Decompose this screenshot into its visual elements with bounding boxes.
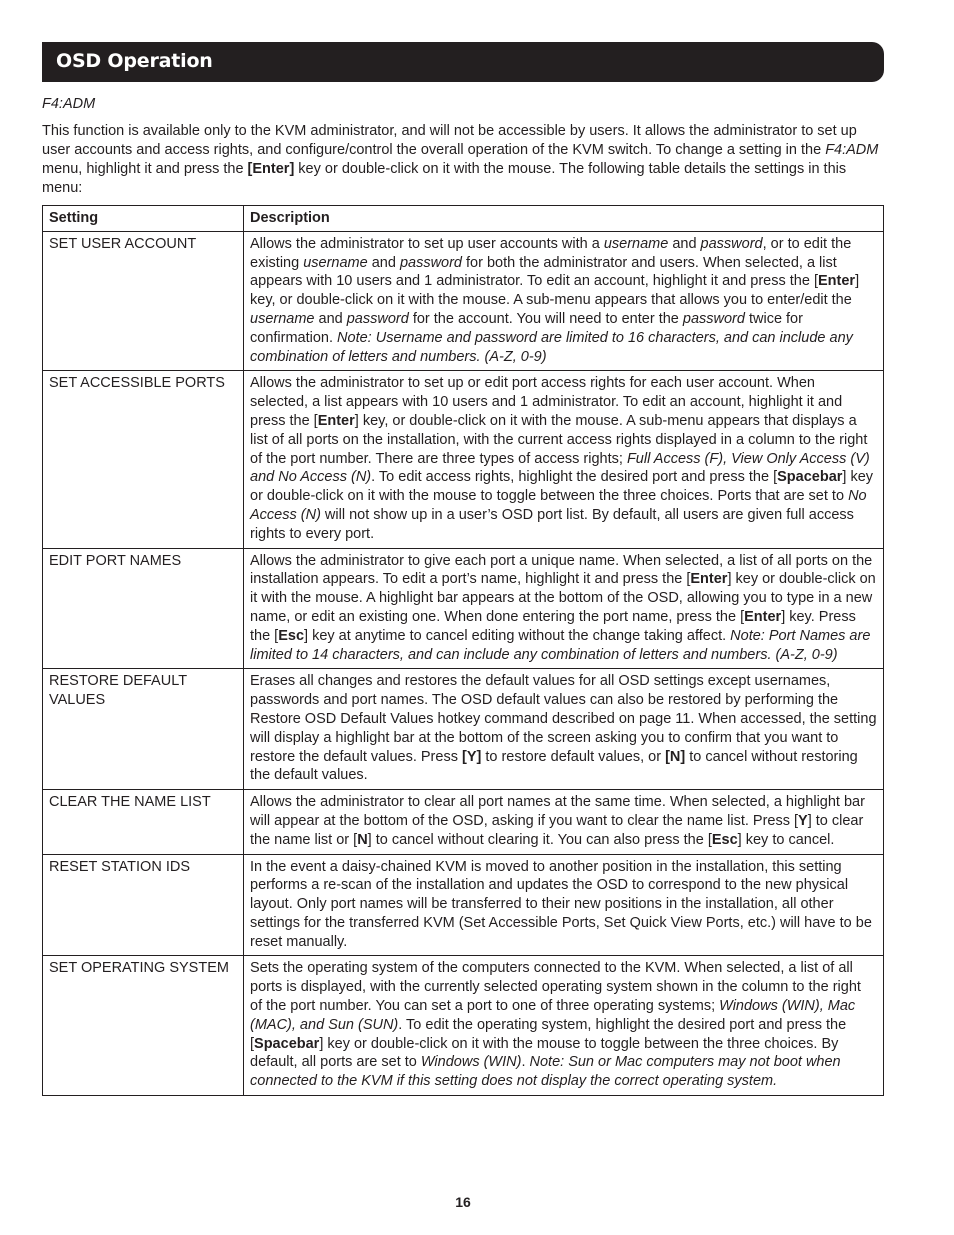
setting-description: In the event a daisy-chained KVM is moved to another position in the installation, this setting performs a re-scan of the installation and updates the OSD to correspond to the new physical layout. Only port names will be transferred to their new positions in the installation, all other settings for the transferred KVM (Set Accessible Ports, Set Quick View Ports, etc.) will have to be reset manually. [244, 854, 884, 956]
page-title: OSD Operation [56, 50, 213, 72]
section-label: F4:ADM [42, 96, 96, 112]
page-number: 16 [455, 1194, 471, 1210]
column-header-description: Description [244, 206, 884, 232]
setting-name: RESTORE DEFAULT VALUES [43, 669, 244, 790]
setting-name: SET ACCESSIBLE PORTS [43, 371, 244, 548]
table-row [43, 231, 884, 371]
intro-text: menu, highlight it and press the [42, 161, 248, 177]
settings-table [42, 205, 884, 1096]
table-row [43, 548, 884, 669]
intro-key-enter: [Enter] [247, 161, 295, 177]
setting-description: Allows the administrator to give each port a unique name. When selected, a list of all ports on the installation appears. To edit a port’s name, highlight it and press the [Enter] key or double-click on it with the mouse. A highlight bar appears at the bottom of the OSD, allowing you to type in a new name, or edit an existing one. When done entering the port name, press the [Enter] key. Press the [Esc] key at anytime to cancel editing without the change taking affect. Note: Port Names are limited to 14 characters, and can include any combination of letters and numbers. (A-Z, 0-9) [244, 548, 884, 669]
setting-name: SET OPERATING SYSTEM [43, 956, 244, 1096]
table-row [43, 790, 884, 854]
setting-description: Sets the operating system of the computers connected to the KVM. When selected, a list of all ports is displayed, with the currently selected operating system shown in the column to the right of the port number. You can set a port to one of three operating systems; Windows (WIN), Mac (MAC), and Sun (SUN). To edit the operating system, highlight the desired port and press the [Spacebar] key or double-click on it with the mouse to toggle between the three choices. By default, all ports are set to Windows (WIN). Note: Sun or Mac computers may not boot when connected to the KVM if this setting does not display the correct operating system. [244, 956, 884, 1096]
setting-description: Erases all changes and restores the default values for all OSD settings except usernames, passwords and port names. The OSD default values can also be restored by performing the Restore OSD Default Values hotkey command described on page 11. When accessed, the setting will display a highlight bar at the bottom of the screen asking you to confirm that you want to restore the default values. Press [Y] to restore default values, or [N] to cancel without restoring the default values. [244, 669, 884, 790]
column-header-setting: Setting [43, 206, 244, 232]
setting-description: Allows the administrator to set up user accounts with a username and password, or to edit the existing username and password for both the administrator and users. When selected, a list appears with 10 users and 1 administrator. To edit an account, highlight it and press the [Enter] key, or double-click on it with the mouse. A sub-menu appears that allows you to enter/edit the username and password for the account. You will need to enter the password twice for confirmation. Note: Username and password are limited to 16 characters, and can include any combination of letters and numbers. (A-Z, 0-9) [244, 231, 884, 371]
setting-name: RESET STATION IDS [43, 854, 244, 956]
setting-name: EDIT PORT NAMES [43, 548, 244, 669]
setting-description: Allows the administrator to set up or edit port access rights for each user account. When selected, a list appears with 10 users and 1 administrator. To edit an account, highlight it and press the [Enter] key, or double-click on it with the mouse. A sub-menu appears that displays a list of all ports on the installation, with the current access rights displayed in a column to the right of the port number. There are three types of access rights; Full Access (F), View Only Access (V) and No Access (N). To edit access rights, highlight the desired port and press the [Spacebar] key or double-click on it with the mouse to toggle between the three choices. Ports that are set to No Access (N) will not show up in a user’s OSD port list. By default, all users are given full access rights to every port. [244, 371, 884, 548]
page-header-bar [42, 42, 884, 82]
setting-description: Allows the administrator to clear all port names at the same time. When selected, a highlight bar will appear at the bottom of the OSD, asking if you want to clear the name list. Press [Y] to clear the name list or [N] to cancel without clearing it. You can also press the [Esc] key to cancel. [244, 790, 884, 854]
intro-paragraph [42, 122, 884, 198]
setting-name: SET USER ACCOUNT [43, 231, 244, 371]
setting-name: CLEAR THE NAME LIST [43, 790, 244, 854]
intro-text: This function is available only to the KVM administrator, and will not be accessible by users. It allows the administrator to set up user accounts and access rights, and configure/control the overall operation of the KVM switch. To change a setting in the [42, 123, 857, 158]
table-row [43, 854, 884, 956]
table-row [43, 956, 884, 1096]
intro-text: key or double-click on it with the mouse. The following table details the settings in this menu: [42, 161, 847, 196]
table-row [43, 669, 884, 790]
intro-menu-name: F4:ADM [825, 142, 879, 158]
table-header-row [43, 206, 884, 232]
table-row [43, 371, 884, 548]
